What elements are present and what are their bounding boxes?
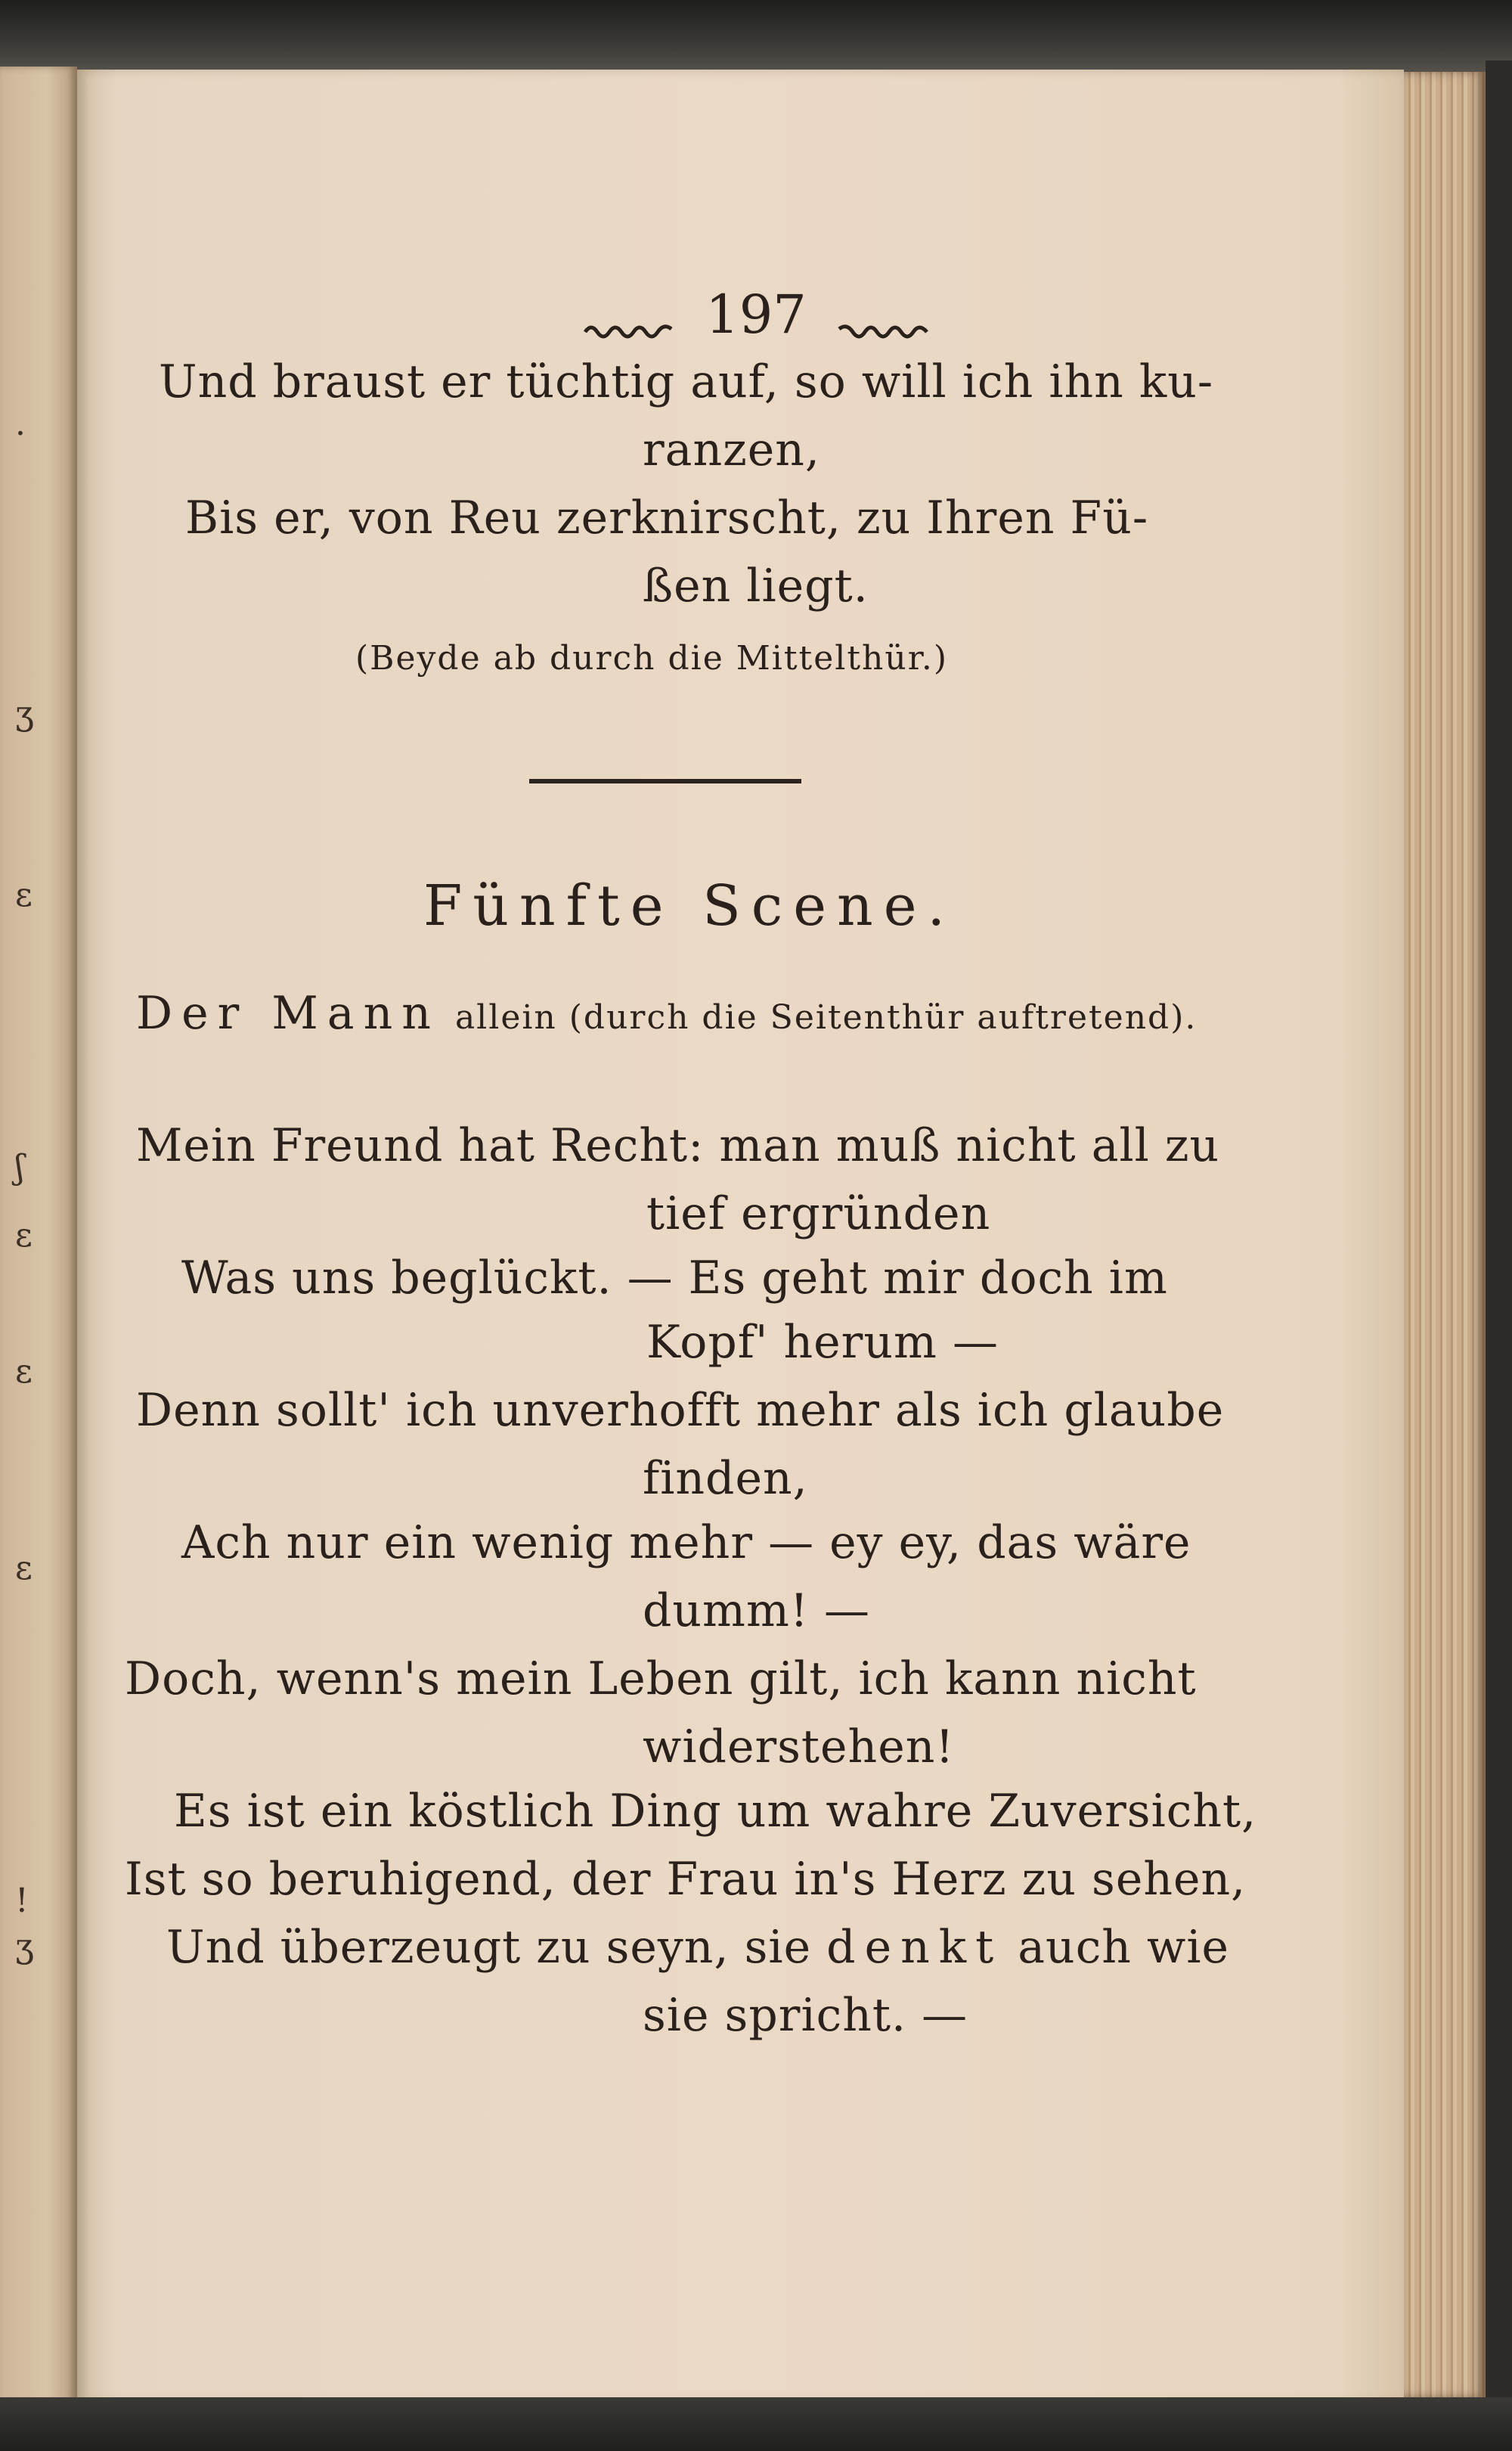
verse-line: Doch, wenn's mein Leben gilt, ich kann nicht (125, 1652, 1197, 1705)
speaker-direction: allein (durch die Seitenthür auftretend). (454, 998, 1198, 1037)
verse-line: Denn sollt' ich unverhofft mehr als ich glaube (136, 1384, 1225, 1437)
verse-line: dumm! — (643, 1584, 871, 1637)
verse-line: Kopf' herum — (646, 1316, 999, 1369)
book-cover-bottom (0, 2397, 1512, 2451)
book-cover-top (0, 0, 1512, 72)
verse-line: Mein Freund hat Recht: man muß nicht all zu (136, 1119, 1220, 1172)
scene-divider (529, 779, 801, 783)
scene-title: Fünfte Scene. (423, 873, 956, 939)
verse-line: ßen liegt. (643, 560, 869, 613)
book-spine (1486, 60, 1512, 2405)
page-number: 197 (705, 284, 807, 346)
verse-line: tief ergründen (646, 1187, 991, 1240)
verse-text: auch wie (1018, 1921, 1230, 1974)
verse-line (166, 1921, 1229, 1974)
verse-line: Ist so beruhigend, der Frau in's Herz zu sehen, (125, 1853, 1247, 1906)
verse-line: Ach nur ein wenig mehr — ey ey, das wäre (181, 1516, 1191, 1569)
verse-line: ranzen, (643, 423, 820, 476)
verse-line: widerstehen! (643, 1720, 955, 1773)
stage-direction: (Beyde ab durch die Mittelthür.) (355, 639, 949, 678)
verse-line: Bis er, von Reu zerknirscht, zu Ihren Fü- (185, 492, 1149, 544)
emphasized-word: denkt (826, 1921, 1003, 1974)
ornament-right (838, 318, 928, 341)
left-page-edge: · ʒ ɛ ʃ ɛ ɛ ɛ ! ʒ (0, 67, 77, 2403)
page-stack-edges (1404, 72, 1486, 2397)
verse-text: Und überzeugt zu seyn, sie (166, 1921, 812, 1974)
verse-line: sie spricht. — (643, 1989, 968, 2042)
verse-line: Was uns beglückt. — Es geht mir doch im (181, 1252, 1168, 1305)
page-header (0, 284, 1512, 346)
verse-line: Und braust er tüchtig auf, so will ich ihn ku- (159, 355, 1214, 408)
ornament-left (584, 318, 674, 341)
verse-line: finden, (643, 1452, 808, 1505)
speaker-name: Der Mann (136, 987, 440, 1040)
speaker-line (136, 987, 1197, 1040)
verse-line: Es ist ein köstlich Ding um wahre Zuversicht, (174, 1785, 1257, 1838)
